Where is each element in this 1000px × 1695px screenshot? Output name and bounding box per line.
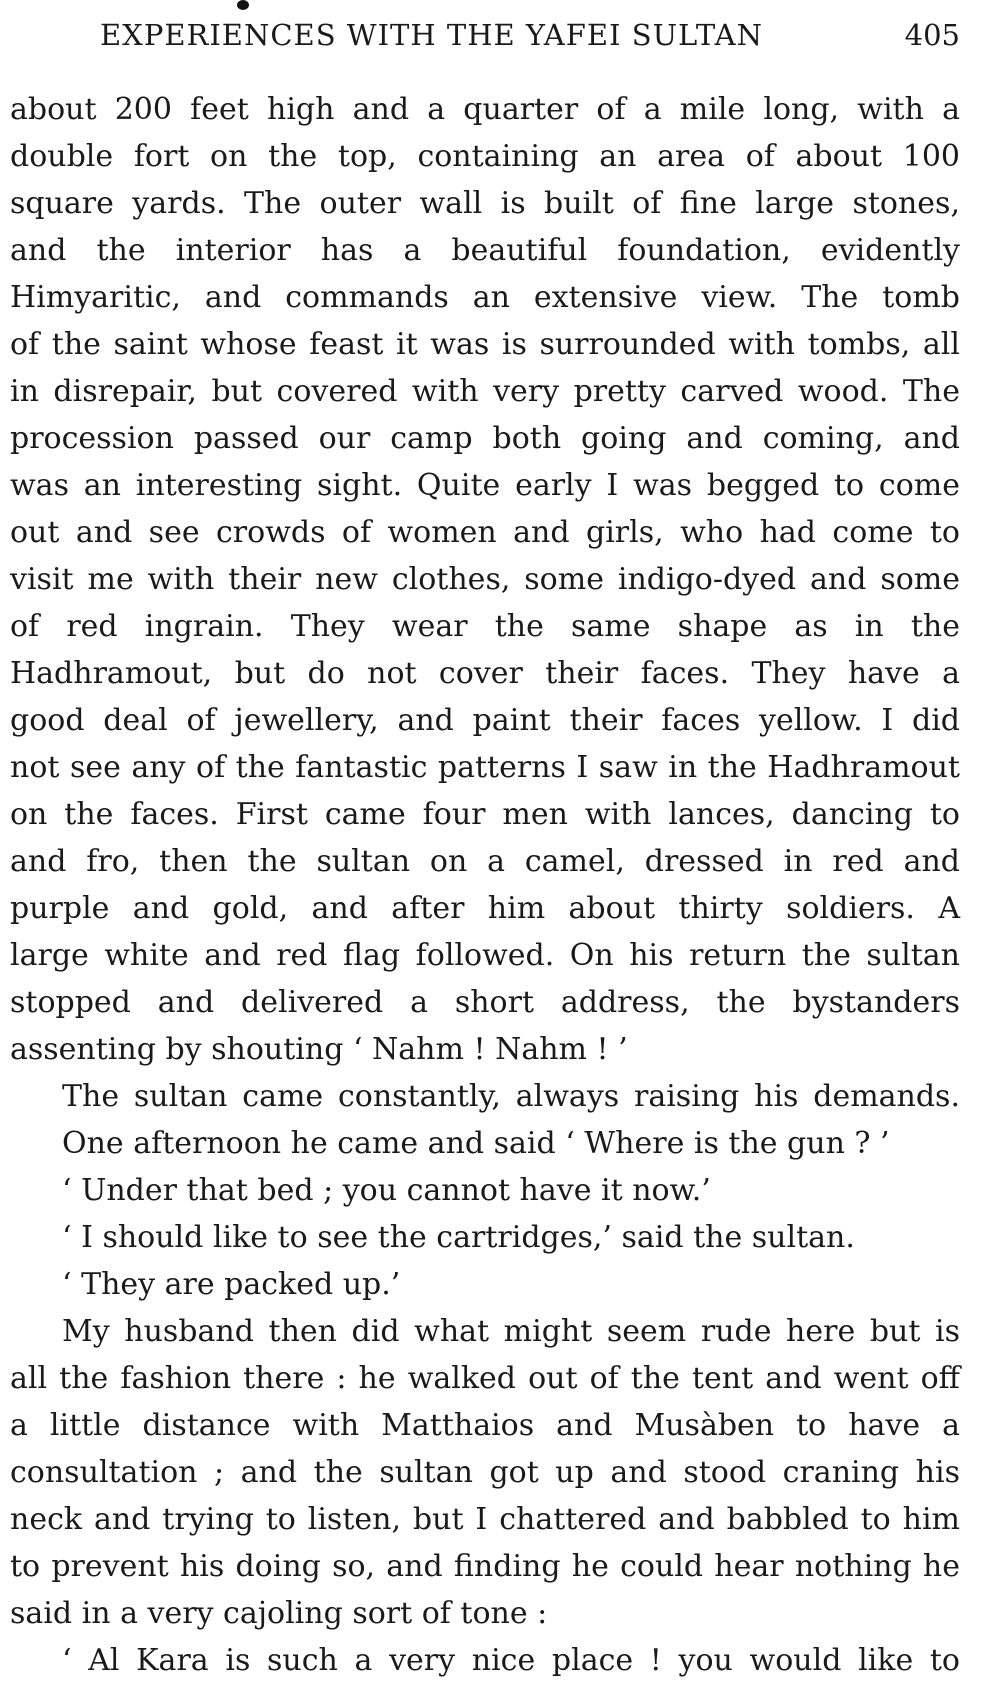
text-line: all the fashion there : he walked out of the tent and went off xyxy=(10,1361,960,1396)
text-line: stopped and delivered a short address, the bystanders xyxy=(10,985,960,1020)
ink-blot xyxy=(237,0,249,10)
text-line: about 200 feet high and a quarter of a mile long, with a xyxy=(10,92,960,127)
text-line: procession passed our camp both going and coming, and xyxy=(10,421,960,456)
text-line: purple and gold, and after him about thirty soldiers. A xyxy=(10,891,960,926)
text-line: good deal of jewellery, and paint their faces yellow. I did xyxy=(10,703,960,738)
text-line: and fro, then the sultan on a camel, dressed in red and xyxy=(10,844,960,879)
text-line: square yards. The outer wall is built of fine large stones, xyxy=(10,186,960,221)
paragraph-first-line: The sultan came constantly, always raising his demands. xyxy=(62,1079,960,1114)
dialogue-line: ‘ Under that bed ; you cannot have it now.’ xyxy=(62,1173,711,1208)
page-number: 405 xyxy=(904,18,960,52)
text-line: not see any of the fantastic patterns I saw in the Hadhramout xyxy=(10,750,960,785)
text-line: of the saint whose feast it was is surrounded with tombs, all xyxy=(10,327,960,362)
text-line: and the interior has a beautiful foundation, evidently xyxy=(10,233,960,268)
text-line: neck and trying to listen, but I chattered and babbled to him xyxy=(10,1502,960,1537)
paragraph-first-line: ‘ Al Kara is such a very nice place ! you would like to xyxy=(62,1643,960,1678)
dialogue-line: ‘ I should like to see the cartridges,’ said the sultan. xyxy=(62,1220,855,1255)
text-line: of red ingrain. They wear the same shape as in the xyxy=(10,609,960,644)
dialogue-line: One afternoon he came and said ‘ Where is the gun ? ’ xyxy=(62,1126,890,1161)
dialogue-line: ‘ They are packed up.’ xyxy=(62,1267,401,1302)
text-line: was an interesting sight. Quite early I was begged to come xyxy=(10,468,960,503)
text-line: a little distance with Matthaios and Musàben to have a xyxy=(10,1408,960,1443)
running-title: EXPERIENCES WITH THE YAFEI SULTAN xyxy=(100,18,763,52)
text-line: large white and red flag followed. On his return the sultan xyxy=(10,938,960,973)
text-line: consultation ; and the sultan got up and stood craning his xyxy=(10,1455,960,1490)
text-line: to prevent his doing so, and finding he could hear nothing he xyxy=(10,1549,960,1584)
text-line: in disrepair, but covered with very pretty carved wood. The xyxy=(10,374,960,409)
body-text xyxy=(10,86,960,1684)
text-line: visit me with their new clothes, some indigo-dyed and some xyxy=(10,562,960,597)
text-line: said in a very cajoling sort of tone : xyxy=(10,1596,548,1631)
text-line: on the faces. First came four men with lances, dancing to xyxy=(10,797,960,832)
text-line: assenting by shouting ‘ Nahm ! Nahm ! ’ xyxy=(10,1032,628,1067)
running-header xyxy=(100,18,960,62)
text-line: Hadhramout, but do not cover their faces. They have a xyxy=(10,656,960,691)
text-line: Himyaritic, and commands an extensive view. The tomb xyxy=(10,280,960,315)
paragraph-first-line: My husband then did what might seem rude here but is xyxy=(62,1314,960,1349)
text-line: out and see crowds of women and girls, who had come to xyxy=(10,515,960,550)
text-line: double fort on the top, containing an area of about 100 xyxy=(10,139,960,174)
